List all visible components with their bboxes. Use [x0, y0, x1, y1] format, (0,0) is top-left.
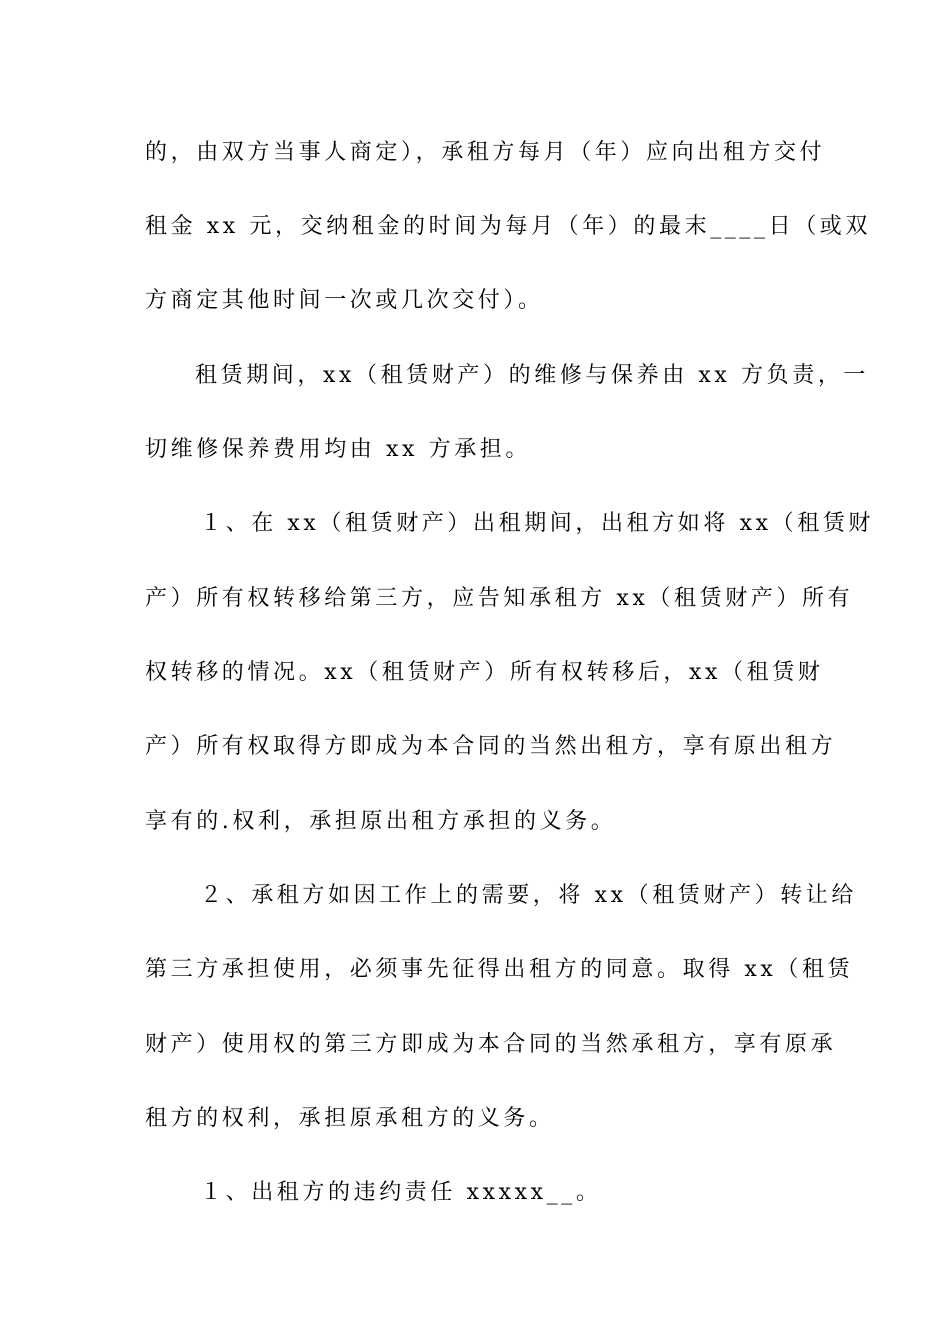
- text-line: 第三方承担使用，必须事先征得出租方的同意。取得 xx（租赁: [145, 957, 854, 982]
- text-line: 享有的.权利，承担原出租方承担的义务。: [145, 809, 617, 834]
- text-line: 财产）使用权的第三方即成为本合同的当然承租方，享有原承: [145, 1032, 837, 1057]
- numbered-item-line: １、在 xx（租赁财产）出租期间，出租方如将 xx（租赁财: [200, 511, 875, 536]
- text-line: 产）所有权转移给第三方，应告知承租方 xx（租赁财产）所有: [145, 586, 854, 611]
- text-line: 租方的权利，承担原承租方的义务。: [145, 1106, 555, 1131]
- text-line: 权转移的情况。xx（租赁财产）所有权转移后，xx（租赁财: [145, 660, 824, 685]
- text-line: 产）所有权取得方即成为本合同的当然出租方，享有原出租方: [145, 734, 837, 759]
- text-line: 的，由双方当事人商定），承租方每月（年）应向出租方交付: [145, 140, 826, 165]
- text-line: 租金 xx 元，交纳租金的时间为每月（年）的最末____日（或双: [145, 214, 872, 239]
- numbered-item-line: １、出租方的违约责任 xxxxx__。: [200, 1180, 602, 1205]
- paragraph-line: 租赁期间，xx（租赁财产）的维修与保养由 xx 方负责，一: [195, 363, 870, 388]
- text-line: 切维修保养费用均由 xx 方承担。: [145, 437, 532, 462]
- numbered-item-line: ２、承租方如因工作上的需要，将 xx（租赁财产）转让给: [200, 883, 858, 908]
- text-line: 方商定其他时间一次或几次交付）。: [145, 288, 544, 313]
